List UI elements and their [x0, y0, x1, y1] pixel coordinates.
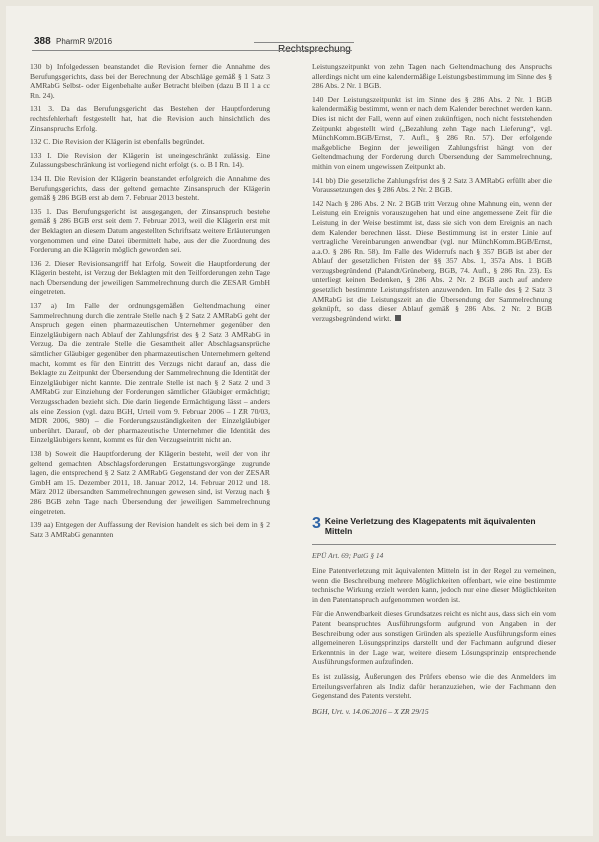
paragraph-text: 142 Nach § 286 Abs. 2 Nr. 2 BGB tritt Verzug ohne Mahnung ein, wenn der Leistung ein Ereignis vorauszugehen hat und eine angemessene Zeit für die Leistung in der Weise bestimmt ist, dass sie sich von dem Ereignis an nach dem Kalender berechnen lässt. Diese Bestimmung ist in erster Linie auf vertragliche Vereinbarungen anwendbar (vgl. nur MünchKomm.BGB/Ernst, a.a.O. § 286 Rn. 58). Im Falle des Widerrufs nach § 357 BGB ist aber der Ablauf der gesetzlichen Fristen der §§ 357 Abs. 1, 357a Abs. 1 BGB verzugsbegründend (Palandt/Grüneberg, BGB, 74. Aufl., § 286 Rn. 23). Es unterliegt keinen Bedenken, § 286 Abs. 2 Nr. 2 BGB auch auf andere gesetzlich bestimmte Leistungsfristen anzuwenden. Im Falle des § 2 Satz 3 AMRabG ist die Leistungszeit an die Übersendung der Sammelrechnung geknüpft, so dass dieser Ablauf gemäß § 286 Abs. 2 Nr. 2 BGB verzugsbegründend wirkt.: [312, 198, 552, 323]
article-citation: EPÜ Art. 69; PatG § 14: [312, 551, 384, 560]
article-title: Keine Verletzung des Klagepatents mit äquivalenten Mitteln: [324, 516, 536, 536]
paragraph: 131 3. Da das Berufungsgericht das Bestehen der Hauptforderung rechtsfehlerhaft festgestellt hat, hat die Revision auch hinsichtlich des Zinsanspruchs Erfolg.: [30, 104, 270, 133]
article-body: [312, 566, 556, 701]
paragraph: 132 C. Die Revision der Klägerin ist ebenfalls begründet.: [30, 137, 205, 147]
journal-page: [6, 6, 593, 836]
paragraph: 136 2. Dieser Revisionsangriff hat Erfolg. Soweit die Hauptforderung der Klägerin besteht, ist Verzug der Beklagten mit den Teilforderungen zehn Tage nach Übersendung der jeweiligen Sammelrechnung durch die ZESAR GmbH eingetreten.: [30, 258, 270, 297]
headnote: Für die Anwendbarkeit dieses Grundsatzes reicht es nicht aus, dass sich ein vom Patent beanspruchtes Ausführungsform aufgrund von Angaben in der Beschreibung oder aus sonstigen Gründen als spezielle Ausführungsform eines allgemeineren Lösungsprinzips darstellt und der Fachmann aufgrund dieser Erkenntnis in der Lage war, weitere diesem Lösungsprinzip entsprechende Ausführungsformen aufzufinden.: [312, 609, 556, 667]
paragraph: 141 bb) Die gesetzliche Zahlungsfrist des § 2 Satz 3 AMRabG erfüllt aber die Voraussetzungen des § 286 Abs. 2 Nr. 2 BGB.: [312, 175, 552, 195]
paragraph: 138 b) Soweit die Hauptforderung der Klägerin besteht, weil der von ihr geltend gemachten Abschlagsforderungen Erstattungsvorgänge zugrunde lagen, die entsprechend § 2 Satz 2 AMRabG Gegenstand der von der ZESAR GmbH am 15. Dezember 2011, 18. Januar 2012, 14. Februar 2012 und 18. März 2012 übersandten Sammelrechnungen gewesen sind, ist Verzug nach § 286 BGB zehn Tage nach Übersendung der jeweiligen Sammelrechnung eingetreten.: [30, 448, 270, 516]
page-number: 388: [34, 36, 51, 47]
paragraph: 133 I. Die Revision der Klägerin ist uneingeschränkt zulässig. Eine Zulassungsbeschränkung ist vorliegend nicht erfolgt (s. o. B I Rn. 14).: [30, 150, 270, 170]
article-source: BGH, Urt. v. 14.06.2016 – X ZR 29/15: [312, 706, 429, 716]
paragraph: [312, 199, 552, 324]
paragraph: 130 b) Infolgedessen beanstandet die Revision ferner die Annahme des Berufungsgerichts, dass bei der Berechnung der Abschläge gemäß § 1 Satz 3 AMRabG Selbst- oder Eigenbehalte außer Betracht bleiben (dazu B II 1 a cc Rn. 24).: [30, 62, 270, 100]
paragraph: 139 aa) Entgegen der Auffassung der Revision handelt es sich bei dem in § 2 Satz 3 AMRabG genannten: [30, 520, 270, 539]
paragraph: 140 Der Leistungszeitpunkt ist im Sinne des § 286 Abs. 2 Nr. 1 BGB kalendermäßig bestimmt, wenn er nach dem Kalender berechnet werden kann. Dies ist nicht der Fall, wenn auf einen zukünftigen, noch nicht feststehenden Zeitpunkt abgestellt wird („Bezahlung zehn Tage nach Lieferung“, vgl. MünchKomm.BGB/Ernst, 7. Aufl., § 286 Rn. 57). Der erfolgende maßgebliche Beginn der jeweiligen Zahlungsfrist hängt von der Geltendmachung der Forderung durch Übersendung der Sammelrechnung, mithin von einem ungewissen Zeitpunkt ab.: [312, 94, 552, 171]
left-column: [30, 62, 270, 543]
paragraph: 134 II. Die Revision der Klägerin beanstandet erfolgreich die Annahme des Berufungsgerichts, dass der geltend gemachte Zinsanspruch der Klägerin gemäß § 286 BGB erst ab dem 7. Februar 2013 besteht.: [30, 173, 270, 203]
article-block: [312, 516, 556, 716]
end-mark-icon: [395, 315, 401, 321]
journal-name: PharmR 9/2016: [56, 37, 113, 46]
article-number: 3: [312, 515, 321, 532]
paragraph: Leistungszeitpunkt von zehn Tagen nach Geltendmachung des Anspruchs allerdings nicht um eine kalendermäßige Leistungsbestimmung im Sinne des § 286 Abs. 2 Nr. 1 BGB.: [312, 62, 552, 91]
headnote: Es ist zulässig, Äußerungen des Prüfers ebenso wie die des Anmelders im Erteilungsverfahren als Indiz dafür heranzuziehen, wie der Fachmann den Gegenstand des Patents versteht.: [312, 671, 556, 701]
paragraph: 137 a) Im Falle der ordnungsgemäßen Geltendmachung einer Sammelrechnung durch die zentrale Stelle nach § 2 Satz 2 AMRabG geht der Anspruch gegen einen pharmazeutischen Unternehmer gegenüber den Einzelgläubigern nach Ablauf der Zahlungsfrist des § 2 Satz 3 AMRabG in Verzug. Da die zentrale Stelle die Gesamtheit aller Abschlagsansprüche sämtlicher Gläubiger gegenüber den pharmazeutischen Unternehmern geltend macht, kommt es für den Eintritt des Verzugs nicht darauf an, dass die Beklagte zu Zeitpunkt der Übersendung der Sammelrechnung die Identität der Einzelgläubiger nicht kannte. Die zentrale Stelle ist nach § 2 Satz 2 und 3 AMRabG zur Einziehung der Forderungen sämtlicher Gläubiger ermächtigt; Verzugsschaden bezieht sich. Die darin liegende Ermächtigung lässt – anders als eine Zession (vgl. dazu BGH, Urteil vom 9. Februar 2006 – I ZR 70/03, MDR 2006, 980) – die Forderungszuständigkeiten der Einzelgläubiger unberührt. Darauf, ob der pharmazeutische Unternehmer die Identität des Einzelgläubigers kennt, kommt es für den Verzugseintritt nicht an.: [30, 301, 270, 445]
article-divider: [312, 544, 556, 545]
header-rule: [32, 50, 352, 51]
right-column: [312, 62, 552, 327]
header-tab-rule: [254, 42, 354, 43]
headnote: Eine Patentverletzung mit äquivalenten Mitteln ist in der Regel zu verneinen, wenn die Beschreibung mehrere Möglichkeiten offenbart, wie eine bestimmte technische Wirkung erzielt werden kann, jedoch nur eine dieser Möglichkeiten in den Patentanspruch aufgenommen worden ist.: [312, 566, 556, 604]
paragraph: 135 1. Das Berufungsgericht ist ausgegangen, der Zinsanspruch bestehe gemäß § 286 BGB erst seit dem 7. Februar 2013, weil die Klägerin erst mit der Beklagten an diesem Datum angestellten Schriftsatz weitere Erläuterungen vorgenommen und eine Datei übermittelt habe, aus der die Zuordnung des Forderung an die Klägerin möglich geworden sei.: [30, 206, 270, 255]
